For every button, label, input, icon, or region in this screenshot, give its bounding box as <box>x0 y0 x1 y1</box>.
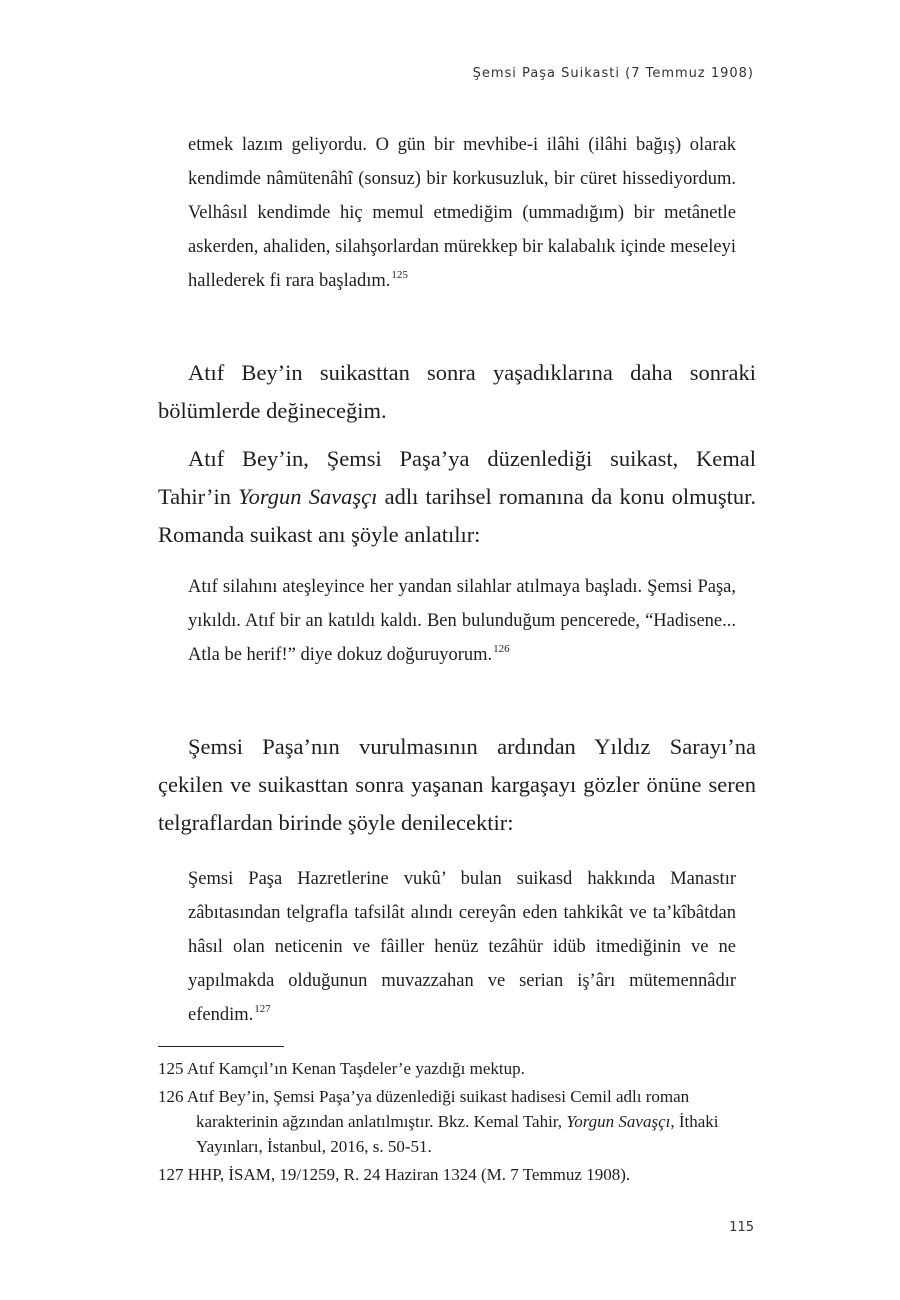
block-quote-text: Şemsi Paşa Hazretlerine vukû’ bulan suikasd hakkında Manastır zâbıtasından telgrafla tafsilât alındı cereyân eden tahkikât ve ta’kîbâtdan hâsıl olan neticenin ve fâiller henüz tezâhür idüb itmediğinin ve ne yapılmakda olduğunun muvazzahan ve serian iş’ârı mütemennâdır efendim.$^{127}$ <box>188 869 736 1025</box>
body-text-2 <box>158 440 756 554</box>
book-title: Yorgun Savaşçı <box>566 1112 671 1131</box>
footnote-ref: 127 <box>254 1003 271 1015</box>
footnotes <box>158 1056 758 1190</box>
footnote: 127 HHP, İSAM, 19/1259, R. 24 Haziran 1324 (M. 7 Temmuz 1908). <box>158 1165 631 1184</box>
running-header: Şemsi Paşa Suikasti (7 Temmuz 1908) <box>472 66 754 81</box>
block-quote-text: etmek lazım geliyordu. O gün bir mevhibe-i ilâhi (ilâhi bağış) olarak kendimde nâmütenâhî (sonsuz) bir korkusuzluk, bir cüret hissediyordum. Velhâsıl kendimde hiç memul etmediğim (ummadığım) bir metânetle askerden, ahaliden, silahşorlardan mürekkep bir kalabalık içinde meseleyi hallederek fi rara başladım.$^{125}$ <box>188 135 736 291</box>
block-quote-2 <box>188 570 736 672</box>
footnote: 126 Atıf Bey’in, Şemsi Paşa’ya düzenlediği suikast hadisesi Cemil adlı roman karakterinin ağzından anlatılmıştır. Bkz. Kemal Tahir, Yorgun Savaşçı, İthaki Yayınları, İstanbul, 2016, s. 50-51. <box>158 1087 719 1156</box>
body-text-3 <box>158 728 756 842</box>
block-quote-1 <box>188 128 736 298</box>
footnote-ref: 126 <box>493 643 510 655</box>
block-quote-text: Atıf silahını ateşleyince her yandan silahlar atılmaya başladı. Şemsi Paşa, yıkıldı. Atıf bir an katıldı kaldı. Ben bulunduğum pencerede, “Hadisene... Atla be herif!” diye dokuz doğuruyorum.$^{126}$ <box>188 577 736 665</box>
paragraph: Atıf Bey’in, Şemsi Paşa’ya düzenlediği suikast, Kemal Tahir’in Yorgun Savaşçı adlı tarihsel romanına da konu olmuştur. Romanda suikast anı şöyle anlatılır: <box>158 446 757 547</box>
body-text-1 <box>158 354 756 430</box>
footnote: 125 Atıf Kamçıl’ın Kenan Taşdeler’e yazdığı mektup. <box>158 1059 525 1078</box>
paragraph: Atıf Bey’in suikasttan sonra yaşadıklarına daha sonraki bölümlerde değineceğim. <box>158 360 756 423</box>
page-number: 115 <box>729 1220 754 1235</box>
paragraph: Şemsi Paşa’nın vurulmasının ardından Yıldız Sarayı’na çekilen ve suikasttan sonra yaşanan kargaşayı gözler önüne seren telgraflardan birinde şöyle denilecektir: <box>158 734 756 835</box>
footnote-divider <box>158 1046 284 1047</box>
block-quote-3 <box>188 862 736 1032</box>
book-title: Yorgun Savaşçı <box>238 484 378 509</box>
footnote-ref: 125 <box>391 269 408 281</box>
